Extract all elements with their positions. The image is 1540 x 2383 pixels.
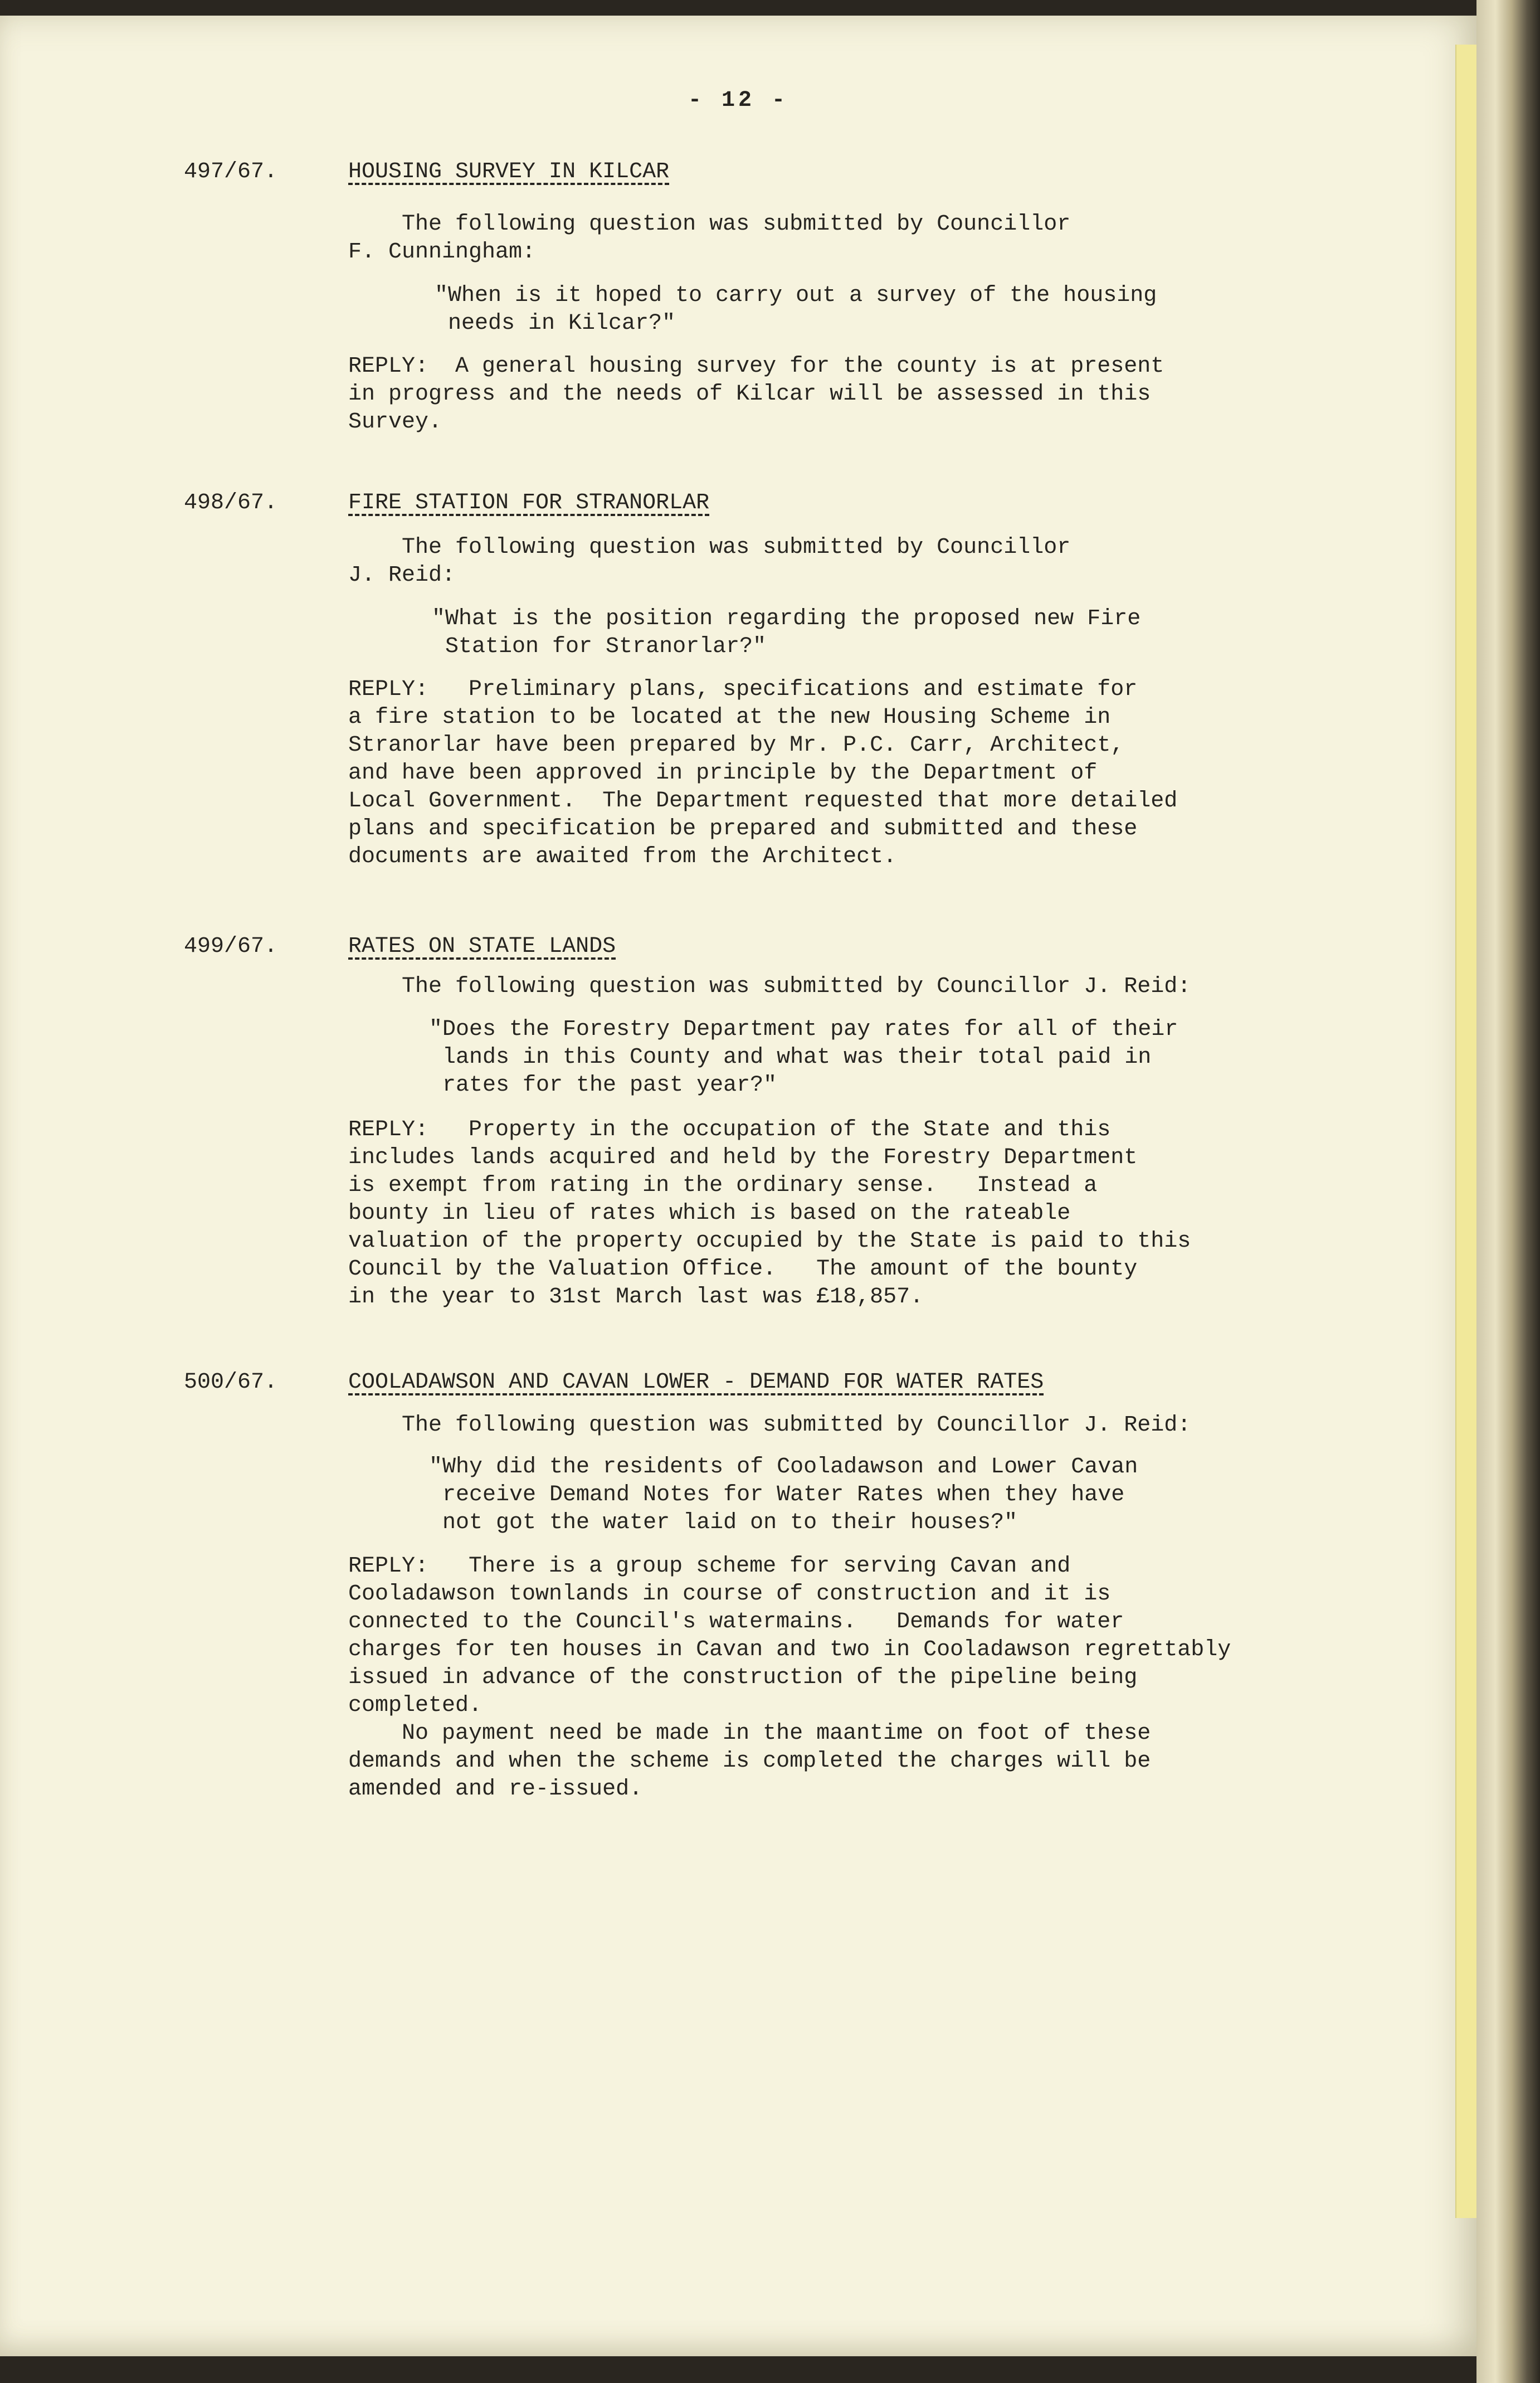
item-intro: The following question was submitted by Councillor F. Cunningham: [348, 212, 1071, 265]
item-title: COOLADAWSON AND CAVAN LOWER - DEMAND FOR WATER RATES [348, 1370, 1044, 1395]
book-binding [1476, 0, 1540, 2383]
page-number: - 12 - [688, 88, 789, 113]
item-question: "What is the position regarding the proposed new Fire Station for Stranorlar?" [432, 606, 1141, 659]
item-intro: The following question was submitted by Councillor J. Reid: [348, 1413, 1191, 1438]
item-intro: The following question was submitted by Councillor J. Reid: [348, 535, 1071, 588]
item-number: 498/67. [184, 490, 278, 515]
item-reply: REPLY: There is a group scheme for serving Cavan and Cooladawson townlands in course of construction and it is connected to the Council's watermains. Demands for water charges for ten houses in Cavan and two in Cooladawson regrettably issued in advance of the construction of the pipeline being completed. No payment need be made in the maantime on foot of these demands and when the scheme is completed the charges will be amended and re-issued. [348, 1554, 1231, 1802]
item-title: RATES ON STATE LANDS [348, 934, 616, 959]
item-question: "When is it hoped to carry out a survey of the housing needs in Kilcar?" [435, 283, 1157, 336]
item-reply: REPLY: A general housing survey for the county is at present in progress and the needs of Kilcar will be assessed in this Survey. [348, 354, 1164, 435]
document-page [0, 16, 1476, 2356]
item-title: HOUSING SURVEY IN KILCAR [348, 159, 670, 184]
item-number: 499/67. [184, 934, 278, 959]
item-title: FIRE STATION FOR STRANORLAR [348, 490, 710, 515]
item-reply: REPLY: Preliminary plans, specifications and estimate for a fire station to be located at the new Housing Scheme in Stranorlar have been prepared by Mr. P.C. Carr, Architect, and have been approved in principle by the Department of Local Government. The Department requested that more detailed plans and specification be prepared and submitted and these documents are awaited from the Architect. [348, 677, 1178, 869]
item-number: 497/67. [184, 159, 278, 184]
item-reply: REPLY: Property in the occupation of the State and this includes lands acquired and held by the Forestry Department is exempt from rating in the ordinary sense. Instead a bounty in lieu of rates which is based on the rateable valuation of the property occupied by the State is paid to this Council by the Valuation Office. The amount of the bounty in the year to 31st March last was £18,857. [348, 1117, 1191, 1310]
item-intro: The following question was submitted by Councillor J. Reid: [348, 974, 1191, 999]
item-number: 500/67. [184, 1370, 278, 1395]
item-question: "Does the Forestry Department pay rates for all of their lands in this County and what was their total paid in rates for the past year?" [429, 1017, 1178, 1098]
item-question: "Why did the residents of Cooladawson and Lower Cavan receive Demand Notes for Water Rates when they have not got the water laid on to their houses?" [429, 1455, 1138, 1535]
